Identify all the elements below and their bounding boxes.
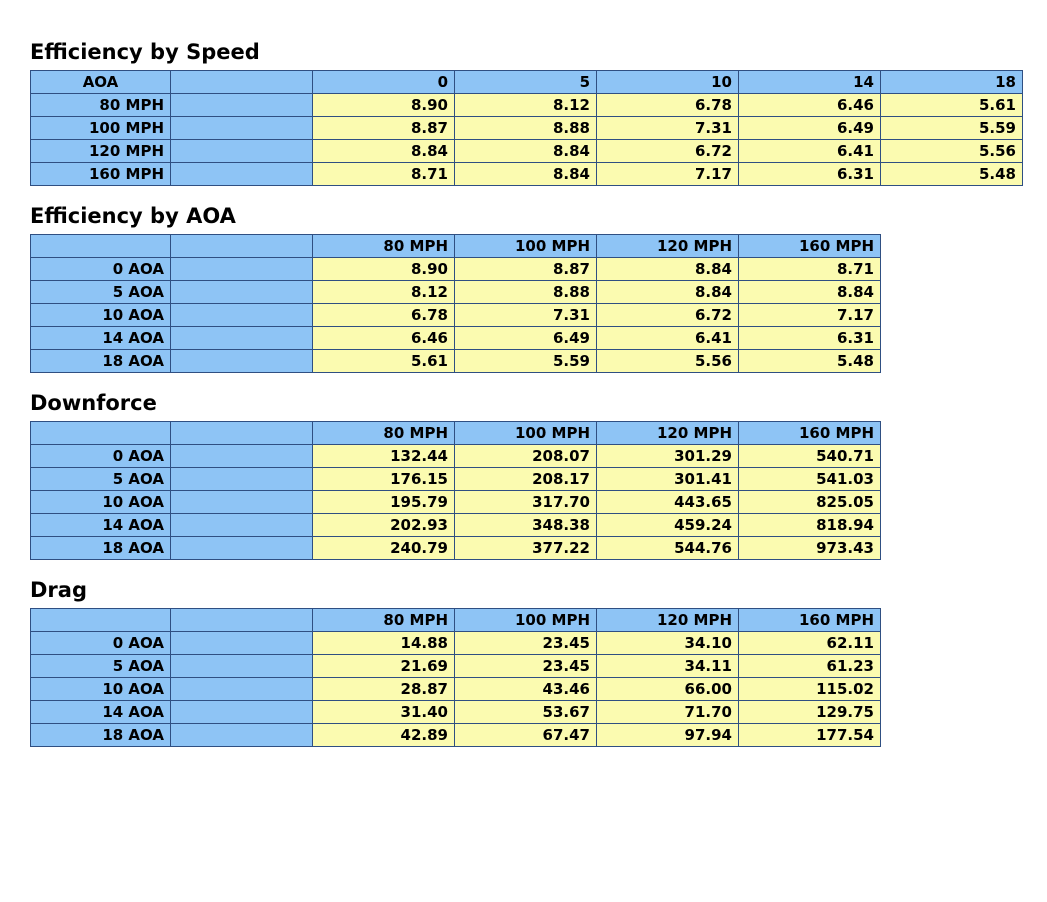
data-cell: 8.84 [739, 281, 881, 304]
data-cell: 8.84 [455, 163, 597, 186]
spacer-cell [171, 94, 313, 117]
table-header-row [31, 235, 881, 258]
row-header: 0 AOA [31, 632, 171, 655]
column-header: 160 MPH [739, 422, 881, 445]
data-cell: 43.46 [455, 678, 597, 701]
data-cell: 5.59 [455, 350, 597, 373]
data-cell: 301.29 [597, 445, 739, 468]
data-cell: 540.71 [739, 445, 881, 468]
data-cell: 8.71 [313, 163, 455, 186]
column-header: 100 MPH [455, 609, 597, 632]
data-cell: 61.23 [739, 655, 881, 678]
column-header: 5 [455, 71, 597, 94]
section-title: Drag [30, 578, 87, 602]
data-table [30, 608, 881, 747]
data-cell: 5.61 [881, 94, 1023, 117]
column-header: 14 [739, 71, 881, 94]
data-cell: 31.40 [313, 701, 455, 724]
data-cell: 348.38 [455, 514, 597, 537]
data-cell: 7.17 [739, 304, 881, 327]
table-row [31, 678, 881, 701]
row-header: 0 AOA [31, 445, 171, 468]
column-header: 80 MPH [313, 609, 455, 632]
data-cell: 8.84 [313, 140, 455, 163]
spacer-cell [171, 281, 313, 304]
data-cell: 6.31 [739, 327, 881, 350]
spacer-cell [171, 632, 313, 655]
data-cell: 8.87 [455, 258, 597, 281]
table-row [31, 537, 881, 560]
data-cell: 208.07 [455, 445, 597, 468]
row-header: 80 MPH [31, 94, 171, 117]
data-cell: 973.43 [739, 537, 881, 560]
data-cell: 97.94 [597, 724, 739, 747]
table-row [31, 468, 881, 491]
data-cell: 34.11 [597, 655, 739, 678]
table-row [31, 350, 881, 373]
column-header: 80 MPH [313, 235, 455, 258]
row-header: 10 AOA [31, 491, 171, 514]
data-cell: 53.67 [455, 701, 597, 724]
data-cell: 8.84 [597, 281, 739, 304]
table-row [31, 445, 881, 468]
data-cell: 6.46 [739, 94, 881, 117]
data-cell: 202.93 [313, 514, 455, 537]
data-cell: 23.45 [455, 655, 597, 678]
data-cell: 71.70 [597, 701, 739, 724]
row-header: 14 AOA [31, 514, 171, 537]
data-cell: 67.47 [455, 724, 597, 747]
data-cell: 443.65 [597, 491, 739, 514]
data-cell: 176.15 [313, 468, 455, 491]
spacer-cell [171, 117, 313, 140]
data-cell: 8.88 [455, 281, 597, 304]
row-header: 0 AOA [31, 258, 171, 281]
column-header: 160 MPH [739, 609, 881, 632]
column-header: 100 MPH [455, 235, 597, 258]
data-cell: 8.71 [739, 258, 881, 281]
data-cell: 62.11 [739, 632, 881, 655]
row-header: 18 AOA [31, 537, 171, 560]
table-row [31, 258, 881, 281]
spacer-cell [171, 724, 313, 747]
corner-header [31, 235, 171, 258]
section-title: Downforce [30, 391, 157, 415]
table-row [31, 491, 881, 514]
column-header: 10 [597, 71, 739, 94]
row-header: 18 AOA [31, 350, 171, 373]
data-cell: 541.03 [739, 468, 881, 491]
spacer-cell [171, 350, 313, 373]
table-row [31, 632, 881, 655]
data-cell: 6.78 [597, 94, 739, 117]
corner-header [31, 422, 171, 445]
data-cell: 23.45 [455, 632, 597, 655]
row-header: 10 AOA [31, 304, 171, 327]
data-cell: 6.41 [597, 327, 739, 350]
data-cell: 5.56 [881, 140, 1023, 163]
table-header-row [31, 71, 1023, 94]
column-header: 120 MPH [597, 235, 739, 258]
column-header: 80 MPH [313, 422, 455, 445]
data-cell: 195.79 [313, 491, 455, 514]
data-cell: 240.79 [313, 537, 455, 560]
table-row [31, 514, 881, 537]
data-cell: 5.48 [881, 163, 1023, 186]
data-cell: 301.41 [597, 468, 739, 491]
data-cell: 6.46 [313, 327, 455, 350]
data-cell: 7.17 [597, 163, 739, 186]
spacer-cell [171, 701, 313, 724]
spacer-cell [171, 445, 313, 468]
data-table [30, 70, 1023, 186]
spacer-cell [171, 609, 313, 632]
table-header-row [31, 422, 881, 445]
data-cell: 8.87 [313, 117, 455, 140]
spacer-cell [171, 537, 313, 560]
data-cell: 6.72 [597, 304, 739, 327]
section-downforce [30, 391, 1047, 560]
column-header: 100 MPH [455, 422, 597, 445]
data-cell: 377.22 [455, 537, 597, 560]
data-cell: 21.69 [313, 655, 455, 678]
data-cell: 8.84 [455, 140, 597, 163]
spacer-cell [171, 163, 313, 186]
data-cell: 6.72 [597, 140, 739, 163]
spacer-cell [171, 491, 313, 514]
section-title: Efficiency by AOA [30, 204, 236, 228]
row-header: 14 AOA [31, 701, 171, 724]
spacer-cell [171, 468, 313, 491]
data-cell: 544.76 [597, 537, 739, 560]
data-cell: 208.17 [455, 468, 597, 491]
table-row [31, 724, 881, 747]
spacer-cell [171, 678, 313, 701]
data-cell: 8.12 [455, 94, 597, 117]
data-cell: 115.02 [739, 678, 881, 701]
corner-header: AOA [31, 71, 171, 94]
row-header: 100 MPH [31, 117, 171, 140]
table-row [31, 701, 881, 724]
spacer-cell [171, 422, 313, 445]
data-cell: 6.49 [455, 327, 597, 350]
data-cell: 825.05 [739, 491, 881, 514]
data-cell: 42.89 [313, 724, 455, 747]
row-header: 14 AOA [31, 327, 171, 350]
data-cell: 8.90 [313, 258, 455, 281]
data-cell: 7.31 [597, 117, 739, 140]
section-efficiency-by-speed [30, 40, 1047, 186]
data-cell: 66.00 [597, 678, 739, 701]
row-header: 120 MPH [31, 140, 171, 163]
data-cell: 8.90 [313, 94, 455, 117]
data-cell: 5.59 [881, 117, 1023, 140]
data-cell: 5.48 [739, 350, 881, 373]
data-cell: 6.31 [739, 163, 881, 186]
column-header: 0 [313, 71, 455, 94]
table-row [31, 94, 1023, 117]
row-header: 18 AOA [31, 724, 171, 747]
table-row [31, 281, 881, 304]
row-header: 5 AOA [31, 468, 171, 491]
data-cell: 8.88 [455, 117, 597, 140]
table-row [31, 327, 881, 350]
spacer-cell [171, 304, 313, 327]
column-header: 160 MPH [739, 235, 881, 258]
data-cell: 6.49 [739, 117, 881, 140]
spacer-cell [171, 71, 313, 94]
data-cell: 818.94 [739, 514, 881, 537]
section-efficiency-by-aoa [30, 204, 1047, 373]
section-title: Efficiency by Speed [30, 40, 260, 64]
data-cell: 132.44 [313, 445, 455, 468]
table-header-row [31, 609, 881, 632]
data-cell: 6.41 [739, 140, 881, 163]
section-drag [30, 578, 1047, 747]
data-cell: 177.54 [739, 724, 881, 747]
column-header: 120 MPH [597, 609, 739, 632]
data-cell: 14.88 [313, 632, 455, 655]
spacer-cell [171, 258, 313, 281]
data-table [30, 421, 881, 560]
data-cell: 8.12 [313, 281, 455, 304]
spacer-cell [171, 327, 313, 350]
column-header: 18 [881, 71, 1023, 94]
row-header: 10 AOA [31, 678, 171, 701]
data-table [30, 234, 881, 373]
table-row [31, 304, 881, 327]
table-row [31, 655, 881, 678]
row-header: 5 AOA [31, 655, 171, 678]
spacer-cell [171, 140, 313, 163]
data-cell: 317.70 [455, 491, 597, 514]
column-header: 120 MPH [597, 422, 739, 445]
data-cell: 5.61 [313, 350, 455, 373]
table-row [31, 163, 1023, 186]
data-cell: 34.10 [597, 632, 739, 655]
data-cell: 7.31 [455, 304, 597, 327]
data-cell: 5.56 [597, 350, 739, 373]
table-row [31, 117, 1023, 140]
spacer-cell [171, 514, 313, 537]
row-header: 5 AOA [31, 281, 171, 304]
data-cell: 129.75 [739, 701, 881, 724]
data-cell: 6.78 [313, 304, 455, 327]
spacer-cell [171, 235, 313, 258]
data-cell: 8.84 [597, 258, 739, 281]
table-row [31, 140, 1023, 163]
data-cell: 459.24 [597, 514, 739, 537]
data-cell: 28.87 [313, 678, 455, 701]
row-header: 160 MPH [31, 163, 171, 186]
corner-header [31, 609, 171, 632]
spacer-cell [171, 655, 313, 678]
